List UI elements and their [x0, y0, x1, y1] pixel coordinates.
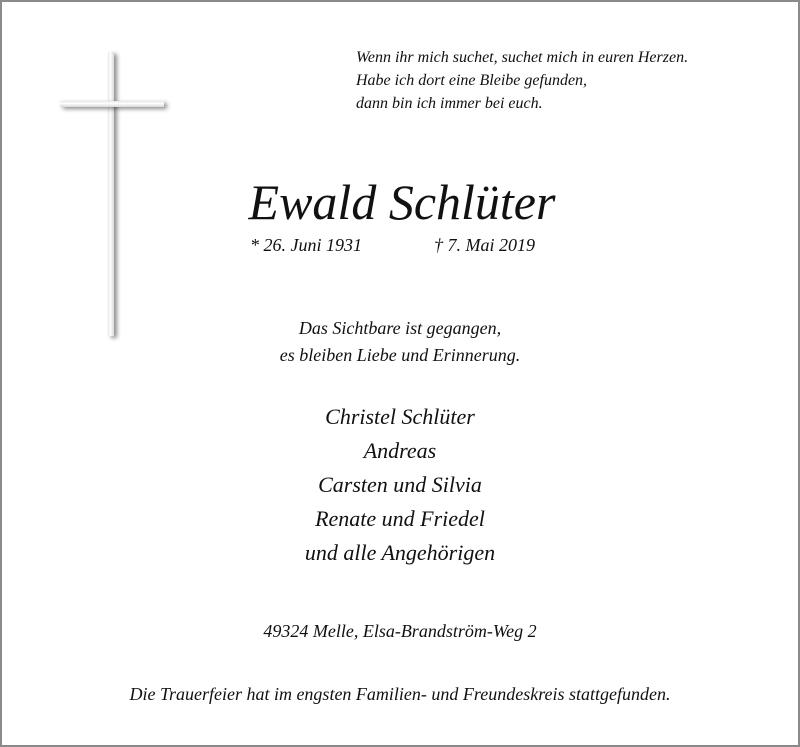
- death-date: † 7. Mai 2019: [434, 235, 535, 255]
- verse: [356, 46, 688, 115]
- verse-line: Wenn ihr mich suchet, suchet mich in euren Herzen.: [356, 49, 689, 66]
- cross-horizontal-beam: [60, 101, 164, 107]
- mourner: Carsten und Silvia: [318, 472, 482, 497]
- funeral-note: Die Trauerfeier hat im engsten Familien- und Freundeskreis stattgefunden.: [129, 684, 671, 704]
- verse-line: dann bin ich immer bei euch.: [356, 95, 543, 112]
- deceased-name: Ewald Schlüter: [248, 174, 556, 230]
- mourner: und alle Angehörigen: [304, 540, 496, 565]
- mourner: Renate und Friedel: [315, 506, 485, 531]
- birth-date: * 26. Juni 1931: [250, 235, 362, 255]
- life-dates: [250, 233, 535, 257]
- mourners-list: [2, 400, 798, 570]
- mourner: Christel Schlüter: [325, 404, 475, 429]
- memorial-quote: [2, 315, 798, 369]
- mourner: Andreas: [363, 438, 437, 463]
- quote-line: Das Sichtbare ist gegangen,: [298, 318, 502, 338]
- quote-line: es bleiben Liebe und Erinnerung.: [279, 345, 521, 365]
- address: 49324 Melle, Elsa-Brandström-Weg 2: [263, 621, 537, 641]
- verse-line: Habe ich dort eine Bleibe gefunden,: [356, 72, 588, 89]
